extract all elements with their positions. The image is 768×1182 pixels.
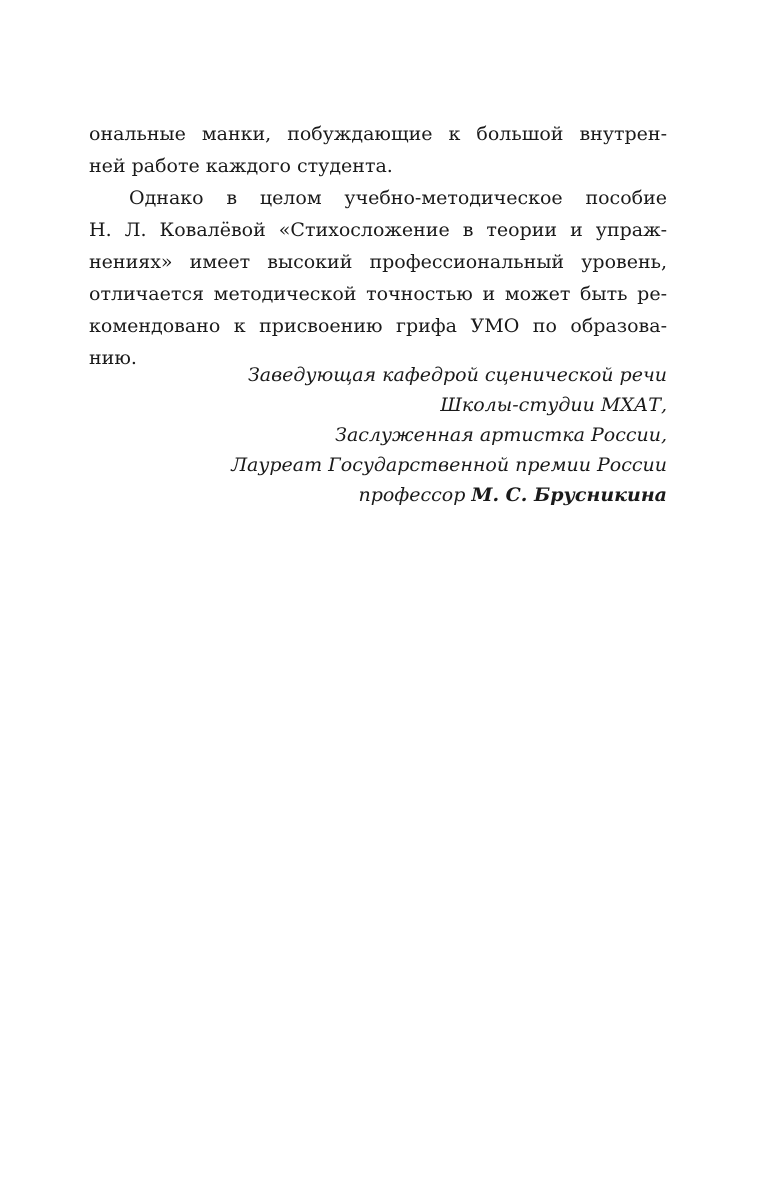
- paragraph-line: ональные манки, побуждающие к большой внутрен-: [89, 123, 667, 145]
- signature-award: Лауреат Государственной премии России: [231, 454, 667, 476]
- signature-name-line: [89, 480, 667, 510]
- paragraph-line: отличается методической точностью и может быть ре-: [89, 283, 667, 305]
- body-text: [89, 118, 667, 374]
- paragraph-line: нениях» имеет высокий профессиональный уровень,: [89, 251, 667, 273]
- signature-block: [89, 360, 667, 510]
- paragraph-line: нию.: [89, 347, 137, 369]
- signature-school: Школы-студии МХАТ,: [440, 394, 667, 416]
- signature-title: профессор: [358, 484, 466, 506]
- paragraph-line: Н. Л. Ковалёвой «Стихосложение в теории и упраж-: [89, 219, 667, 241]
- paragraph-line: Однако в целом учебно-методическое пособие: [129, 187, 667, 209]
- paragraph-line: комендовано к присвоению грифа УМО по образова-: [89, 315, 667, 337]
- signature-position: Заведующая кафедрой сценической речи: [247, 364, 667, 386]
- signature-honor: Заслуженная артистка России,: [335, 424, 667, 446]
- paragraph-line: ней работе каждого студента.: [89, 155, 393, 177]
- signature-name: М. С. Брусникина: [471, 484, 667, 506]
